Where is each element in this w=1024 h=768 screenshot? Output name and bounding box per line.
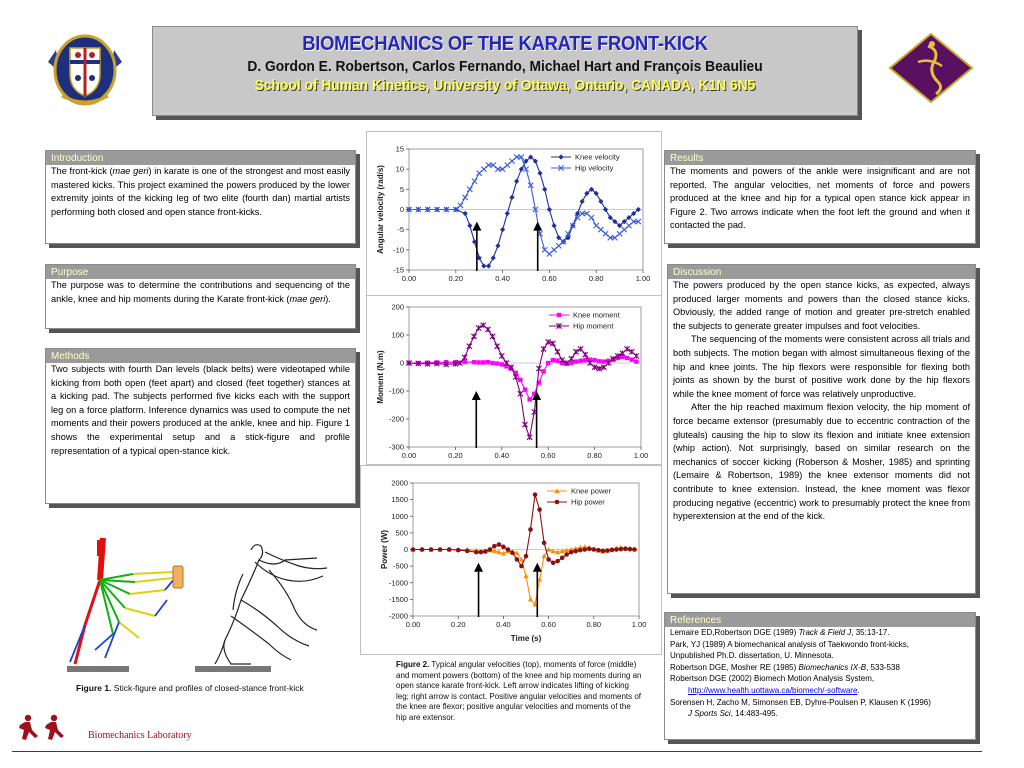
data-point [486, 263, 491, 268]
event-arrow [533, 563, 542, 617]
data-point [610, 548, 615, 553]
data-point [524, 554, 529, 559]
data-point [476, 360, 480, 364]
data-point [472, 360, 476, 364]
y-tick-label: 0 [399, 205, 404, 214]
data-point [513, 374, 518, 379]
y-tick-label: -200 [388, 414, 404, 424]
data-point [601, 549, 606, 554]
data-point [499, 353, 504, 358]
x-axis-label: Time (s) [510, 634, 542, 643]
data-point [598, 199, 603, 204]
x-tick-label: 0.00 [401, 451, 417, 460]
x-tick-label: 0.40 [495, 274, 510, 283]
data-point [537, 171, 542, 176]
data-point [527, 435, 532, 440]
data-point [519, 564, 524, 569]
data-point [624, 346, 629, 351]
references-panel [664, 612, 976, 740]
data-point [573, 349, 578, 354]
data-point [542, 187, 547, 192]
data-point [481, 263, 486, 268]
data-point [528, 527, 533, 532]
discussion-paragraph-2: The sequencing of the moments were consistent across all trials and both subjects. The motion began with almost simultaneous flexing of the hip and knee joints. The hip flexors were responsible for flexing both joints as shown by the burst of positive work done by the hip flexors while the knee moment of force was relatively unproductive. [673, 334, 970, 399]
discussion-paragraph-3: After the hip reached maximum flexion velocity, the hip moment of force became extensor (presumably due to eccentric contraction of the gluteals) causing the hip to slow its flexion and initiate knee extension (whip action). Not surprisingly, based on similar research on the mechanics of soccer kicking (Roberson & Mosher, 1985) and sprinting (Lemaire & Robertson, 1989) the knee extensor moments did not contribute to knee extension. Instead, the knee moment was flexor producing negative (eccentric) work to presumably protect the knee from hyperextension at the end of the kick. [673, 402, 970, 522]
x-tick-label: 1.00 [633, 451, 649, 460]
x-tick-label: 0.40 [496, 620, 511, 629]
data-point [541, 346, 546, 351]
data-point [462, 355, 467, 360]
data-point [597, 359, 601, 363]
y-tick-label: 2000 [391, 478, 408, 488]
methods-text: Two subjects with fourth Dan levels (black belts) were videotaped while kicking from both open (feet apart) and closed (feet together) stances at a kicking pad. The subjects performed five kicks each with the support leg on a force platform. Inference dynamics was used to compute the net moments and their powers produced at the ankle, knee and hip. Figure 1 shows the experimental setup and a stick-figure and profile representation of a typical open-stance kick. [51, 364, 350, 456]
y-tick-label: -500 [392, 561, 408, 571]
x-tick-label: 0.60 [541, 620, 556, 629]
event-arrow [472, 391, 481, 448]
data-point [476, 325, 481, 330]
reference-1: Lemaire ED,Robertson DGE (1989) Track & Field J, 35:13-17. [670, 628, 890, 637]
poster-title: BIOMECHANICS OF THE KARATE FRONT-KICK [302, 33, 708, 55]
data-point [632, 547, 637, 552]
data-point [483, 549, 488, 554]
data-point [492, 544, 497, 549]
title-block [152, 26, 858, 116]
data-point [481, 360, 485, 364]
x-tick-label: 1.00 [635, 274, 651, 283]
data-point [456, 548, 461, 553]
y-tick-label: 1000 [391, 511, 408, 521]
data-point [490, 361, 494, 365]
figure2-caption: Figure 2. Typical angular velocities (top), moments of force (middle) and moment powers (bottom) of the knee and hip moments during an open stance karate front-kick. Left arrow indicates lifting of kicking leg; right arrow is contact. Positive angular velocities and moments of the knee are flexor; positive angular velocities and moments of the hip are extensor. [396, 660, 642, 722]
data-point [447, 547, 452, 552]
poster-authors: D. Gordon E. Robertson, Carlos Fernando, Michael Hart and François Beaulieu [247, 58, 763, 75]
data-point [602, 359, 606, 363]
results-panel [664, 150, 976, 244]
footer-rule [12, 751, 982, 752]
data-point [564, 552, 569, 557]
chart-moment [366, 295, 662, 465]
data-point [551, 358, 555, 362]
data-point [583, 358, 587, 362]
data-point [467, 223, 472, 228]
data-point [551, 223, 556, 228]
x-tick-label: 0.00 [401, 274, 417, 283]
purpose-heading: Purpose [46, 265, 355, 279]
data-point [467, 187, 472, 192]
data-point [495, 243, 500, 248]
y-tick-label: 500 [395, 528, 408, 538]
data-point [630, 357, 634, 361]
y-tick-label: -100 [388, 386, 404, 396]
poster-affiliation: School of Human Kinetics, University of Ottawa, Ontario, CANADA, K1N 6N5 [254, 77, 756, 94]
x-tick-label: 0.20 [448, 274, 464, 283]
university-crest-logo [40, 30, 130, 108]
data-point [518, 391, 523, 396]
data-point [514, 179, 519, 184]
data-point [500, 362, 504, 366]
stick-figure-profiles [195, 545, 327, 672]
data-point [518, 378, 522, 382]
series-line [409, 325, 636, 437]
data-point [582, 547, 587, 552]
legend-label: Knee moment [573, 310, 620, 320]
results-heading: Results [665, 151, 975, 165]
x-tick-label: 0.00 [405, 620, 421, 629]
data-point [465, 549, 470, 554]
reference-link[interactable]: http://www.health.uottawa.ca/biomech/-software [688, 685, 858, 695]
x-tick-label: 0.40 [494, 451, 510, 460]
data-point [471, 334, 476, 339]
data-point [490, 334, 495, 339]
data-point [587, 547, 592, 552]
data-point [533, 492, 538, 497]
x-tick-label: 0.60 [542, 274, 557, 283]
data-point [569, 361, 573, 365]
legend-label: Knee power [571, 486, 612, 496]
data-point [474, 550, 479, 555]
data-point [467, 344, 472, 349]
series-knee-moment [407, 355, 639, 402]
y-tick-label: 1500 [391, 495, 408, 505]
data-point [578, 346, 583, 351]
x-tick-label: 0.80 [588, 274, 604, 283]
data-point [555, 559, 560, 564]
y-tick-label: 15 [395, 144, 404, 154]
y-tick-label: -1500 [388, 594, 408, 604]
y-tick-label: -15 [393, 265, 404, 275]
x-tick-label: 0.20 [448, 451, 463, 460]
x-tick-label: 1.00 [631, 620, 647, 629]
chart-power [360, 465, 662, 655]
data-point [519, 167, 524, 172]
data-point [634, 353, 639, 358]
discussion-paragraph-1: The powers produced by the open stance kicks, as expected, always produced larger moments and powers than the closed stance kicks. Obviously, the added range of motion and greater pre-stretch enabled the subjects to generate greater impulses and foot velocities. [673, 280, 970, 331]
y-tick-label: 0 [399, 358, 404, 368]
data-point [528, 597, 533, 602]
data-point [495, 344, 500, 349]
data-point [523, 574, 528, 579]
data-point [555, 359, 559, 363]
reference-3: Robertson DGE, Mosher RE (1985) Biomechanics IX-B, 533-538 [670, 662, 900, 672]
data-point [634, 359, 638, 363]
data-point [547, 207, 552, 212]
results-text: The moments and powers of the ankle were insignificant and are not reported. The angular velocities, net moments of force and powers produced at the knee and hip for a typical open stance kick appear in Figure 2. Two arrows indicate when the foot left the ground and when it contacted the pad. [670, 166, 970, 231]
methods-panel [45, 348, 356, 504]
data-point [555, 349, 560, 354]
data-point [497, 542, 502, 547]
data-point [629, 349, 634, 354]
data-point [420, 547, 425, 552]
y-axis-label: Moment (N.m) [376, 350, 385, 404]
x-tick-label: 0.20 [450, 620, 466, 629]
legend-marker [555, 500, 560, 505]
series-hip-moment [406, 323, 639, 440]
data-point [506, 547, 511, 552]
legend-label: Hip moment [573, 321, 614, 331]
reference-4: Robertson DGE (2002) Biomech Motion Analysis System, http://www.health.uottawa.ca/biomech/-software. [670, 674, 875, 695]
y-tick-label: -5 [397, 225, 404, 235]
legend-label: Knee velocity [575, 152, 620, 162]
data-point [578, 548, 583, 553]
introduction-panel [45, 150, 356, 244]
introduction-text: The front-kick (mae geri) in karate is one of the strongest and most easily mastered kicks. This project examined the powers produced by the lower extremity joints of the kicking leg of two elite (fourth dan) martial artists performing both closed and open stance front-kicks. [51, 166, 351, 217]
y-tick-label: 0 [403, 545, 408, 554]
data-point [463, 211, 468, 216]
legend-marker [557, 313, 561, 317]
y-tick-label: 200 [391, 302, 404, 312]
data-point [509, 195, 514, 200]
series-line [413, 547, 635, 605]
data-point [527, 397, 531, 401]
x-tick-label: 0.60 [540, 451, 556, 460]
legend-marker [558, 154, 563, 159]
data-point [614, 547, 619, 552]
data-point [537, 507, 542, 512]
figure1-stick-figure [55, 530, 355, 680]
y-axis-label: Angular velocity (rad/s) [376, 165, 385, 254]
data-point [479, 550, 484, 555]
series-knee-power [410, 544, 637, 606]
legend-label: Hip velocity [575, 163, 614, 173]
data-point [438, 547, 443, 552]
data-point [592, 547, 597, 552]
y-tick-label: -1000 [388, 578, 408, 588]
methods-heading: Methods [46, 349, 355, 363]
data-point [458, 203, 463, 208]
data-point [491, 255, 496, 260]
data-point [623, 547, 628, 552]
data-point [463, 195, 468, 200]
legend-label: Hip power [571, 497, 605, 507]
data-point [580, 199, 585, 204]
data-point [488, 547, 493, 552]
data-point [573, 549, 578, 554]
data-point [583, 352, 588, 357]
data-point [505, 211, 510, 216]
data-point [495, 361, 499, 365]
purpose-text: The purpose was to determine the contributions and sequencing of the ankle, knee and hip moments during the Karate front-kick (mae geri). [51, 280, 350, 304]
data-point [596, 548, 601, 553]
data-point [560, 358, 565, 363]
data-point [541, 369, 545, 373]
references-heading: References [665, 613, 975, 627]
data-point [560, 556, 565, 561]
x-tick-label: 0.80 [586, 620, 602, 629]
data-point [515, 557, 520, 562]
data-point [485, 327, 490, 332]
data-point [551, 561, 556, 566]
karate-emblem-logo [888, 32, 974, 104]
y-tick-label: 5 [399, 184, 404, 194]
data-point [486, 360, 490, 364]
data-point [462, 360, 466, 364]
data-point [481, 323, 486, 328]
data-point [628, 547, 633, 552]
data-point [500, 227, 505, 232]
lab-name: Biomechanics Laboratory [88, 730, 192, 741]
data-point [625, 356, 629, 360]
data-point [603, 207, 608, 212]
discussion-panel [667, 264, 976, 594]
data-point [510, 551, 515, 556]
y-tick-label: -10 [393, 245, 404, 255]
chart-angular-velocity [366, 131, 662, 297]
data-point [522, 422, 527, 427]
y-axis-label: Power (W) [380, 529, 389, 570]
data-point [501, 545, 506, 550]
event-arrow [474, 563, 483, 617]
data-point [569, 550, 574, 555]
reference-5: Sorensen H, Zacho M, Simonsen EB, Dyhre-Poulsen P, Klausen K (1996) J Sports Sci, 14:483-495. [670, 697, 931, 719]
runners-logo [14, 714, 74, 744]
x-tick-label: 0.80 [587, 451, 602, 460]
data-point [429, 547, 434, 552]
purpose-panel [45, 264, 356, 329]
introduction-heading: Introduction [46, 151, 355, 165]
data-point [523, 387, 527, 391]
data-point [574, 359, 578, 363]
reference-2: Park, YJ (1989) A biomechanical analysis of Taekwondo front-kicks, Unpublished Ph.D. dissertation, U. Minnesota. [670, 639, 909, 661]
data-point [589, 215, 594, 220]
event-arrow [472, 222, 481, 271]
stick-figure-colored [67, 538, 183, 672]
discussion-heading: Discussion [668, 265, 975, 279]
data-point [620, 351, 625, 356]
event-arrow [533, 222, 542, 271]
data-point [472, 179, 477, 184]
y-tick-label: 100 [391, 330, 404, 340]
data-point [578, 359, 582, 363]
data-point [536, 366, 541, 371]
data-point [592, 358, 596, 362]
y-tick-label: -300 [388, 442, 404, 452]
y-tick-label: 10 [395, 164, 404, 174]
y-tick-label: -2000 [388, 611, 408, 621]
data-point [546, 361, 550, 365]
series-line [409, 157, 638, 266]
data-point [605, 548, 610, 553]
data-point [542, 541, 547, 546]
data-point [411, 547, 416, 552]
data-point [569, 356, 574, 361]
figure1-caption: Figure 1. Stick-figure and profiles of closed-stance front-kick [76, 683, 304, 693]
data-point [546, 557, 551, 562]
data-point [619, 547, 624, 552]
